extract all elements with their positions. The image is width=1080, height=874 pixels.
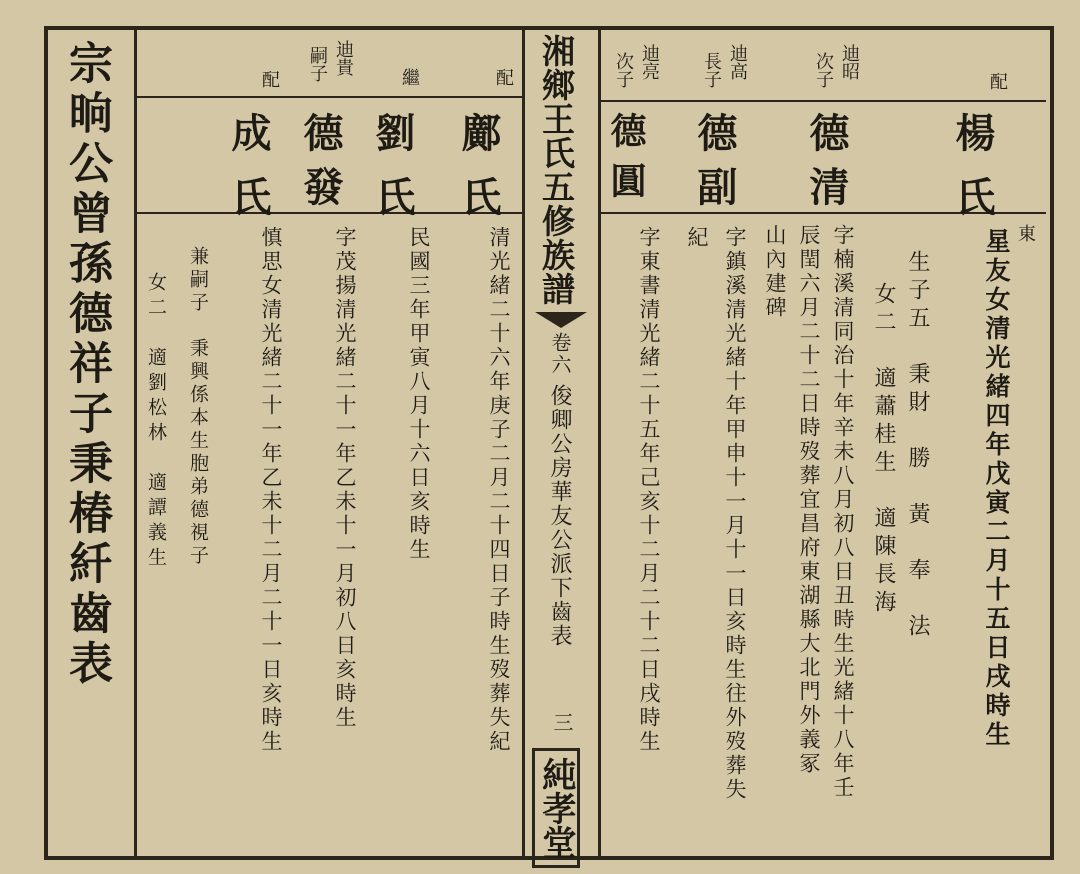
defa-label-top: 迪貴 bbox=[333, 40, 354, 76]
spouse-yang-birth: 星友女清光緒四年戊寅二月十五日戌時生 bbox=[982, 228, 1011, 750]
son1-bio-line1: 字楠溪清同治十年辛未八月初八日丑時生光緒十八年壬 bbox=[831, 224, 855, 800]
kuang-spouse-label: 配 bbox=[493, 68, 514, 86]
heir-note: 兼嗣子 秉興係本生胞弟德視子 bbox=[187, 246, 209, 568]
table-title: 宗晌公曾孫德祥子秉椿䊹齒表 bbox=[61, 40, 112, 690]
title-column-divider bbox=[134, 26, 137, 856]
defa-name: 德發 bbox=[297, 112, 344, 220]
children-sons: 生子五 秉財 勝 黃 奉 法 bbox=[905, 250, 930, 642]
cheng-spouse-name: 成氏 bbox=[225, 112, 272, 240]
successor-label: 繼 bbox=[399, 68, 420, 86]
son2-name: 德副 bbox=[691, 112, 738, 220]
son3-label-bottom: 次子 bbox=[613, 52, 634, 88]
son1-name: 德清 bbox=[803, 112, 850, 220]
fishtail-ornament bbox=[535, 312, 587, 328]
son3-bio-line1: 字東書清光緒二十五年己亥十二月二十二日戌時生 bbox=[637, 226, 661, 754]
kuang-spouse-birth: 清光緒二十六年庚子二月二十四日子時生歿葬失紀 bbox=[487, 226, 511, 754]
hall-name-box: 純孝堂 bbox=[532, 748, 580, 868]
spouse-label-yang: 配 bbox=[987, 72, 1008, 90]
daughters-note: 女二 適劉松林 適譚義生 bbox=[145, 272, 167, 572]
header-rule-right bbox=[601, 100, 1046, 102]
branch-label: 俊卿公房華友公派下齒表 bbox=[547, 384, 572, 648]
liu-spouse-birth: 民國三年甲寅八月十六日亥時生 bbox=[407, 226, 431, 562]
header-rule-left bbox=[137, 96, 522, 98]
son2-label-top: 迪高 bbox=[727, 44, 748, 80]
spouse-name-yang: 楊氏 bbox=[949, 112, 996, 240]
son1-bio-line3: 山內建碑 bbox=[763, 224, 787, 320]
liu-spouse-name: 劉氏 bbox=[369, 112, 416, 240]
page-number: 三 bbox=[550, 712, 574, 734]
volume-label: 卷六 bbox=[548, 332, 572, 376]
son2-bio-line1: 字鎮溪清光緒十年甲申十一月十一日亥時生往外歿葬失 bbox=[723, 226, 747, 802]
son1-label-top: 迪昭 bbox=[839, 44, 860, 80]
defa-bio: 字茂揚清光緒二十一年乙未十一月初八日亥時生 bbox=[333, 226, 357, 730]
son1-label-bottom: 次子 bbox=[813, 52, 834, 88]
son3-name: 德圓 bbox=[605, 112, 647, 212]
banner-right-divider bbox=[598, 26, 601, 856]
son3-label-top: 迪亮 bbox=[639, 44, 660, 80]
son1-bio-line2: 辰閏六月二十二日時歿葬宜昌府東湖縣大北門外義冢 bbox=[797, 224, 821, 776]
genealogy-book-title: 湘鄉王氏五修族譜 bbox=[537, 34, 576, 306]
kuang-spouse-name: 鄺氏 bbox=[455, 112, 502, 240]
east-mark: 東 bbox=[1015, 224, 1036, 242]
son2-bio-line2: 紀 bbox=[685, 226, 709, 249]
cheng-spouse-birth: 慎思女清光緒二十一年乙未十二月二十一日亥時生 bbox=[259, 226, 283, 754]
children-daughters: 女二 適蕭桂生 適陳長海 bbox=[871, 282, 896, 618]
banner-left-divider bbox=[522, 26, 525, 856]
son2-label-bottom: 長子 bbox=[701, 52, 722, 88]
cheng-spouse-label: 配 bbox=[259, 70, 280, 88]
defa-label-bottom: 嗣子 bbox=[307, 46, 328, 82]
